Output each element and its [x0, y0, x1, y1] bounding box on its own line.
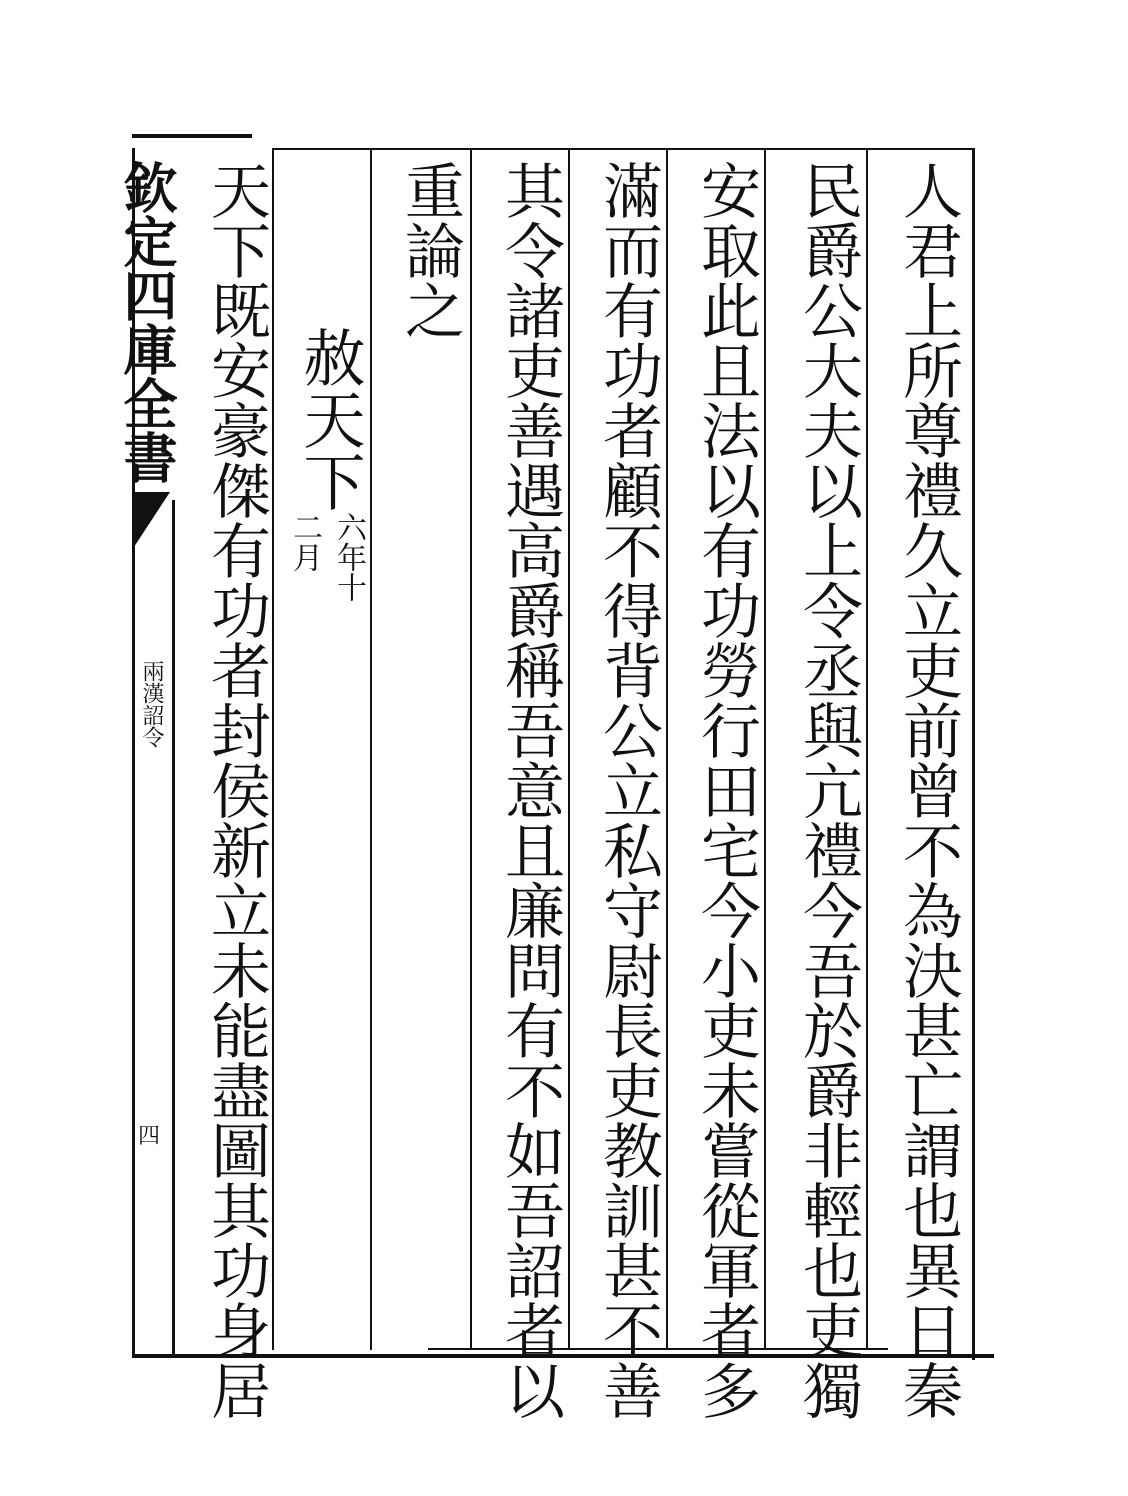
text-column-4: 滿而有功者顧不得背公立私守尉長吏教訓甚不善 [593, 160, 663, 1420]
text-column-6: 重論之 [395, 160, 465, 340]
column-divider [866, 150, 868, 1350]
column-divider [666, 150, 668, 1350]
text-column-5: 其令諸吏善遇高爵稱吾意且廉問有不如吾詔者以 [495, 160, 565, 1420]
text-column-3: 安取此且法以有功勞行田宅今小吏未嘗從軍者多 [691, 160, 761, 1420]
edict-title: 赦天下 [293, 326, 366, 512]
edict-date-note-1: 六年十 [331, 512, 366, 602]
top-frame-rule [272, 148, 974, 150]
collection-title: 欽定四庫全書 [115, 160, 179, 484]
text-column-1: 人君上所尊禮久立吏前曾不為決甚亡謂也異日秦 [893, 160, 963, 1420]
text-column-last: 天下既安豪傑有功者封侯新立未能盡圖其功身居 [201, 160, 271, 1420]
top-border-rule [132, 134, 252, 138]
column-divider [272, 150, 274, 1350]
fishtail-mark [132, 492, 170, 550]
margin-right-rule [172, 500, 175, 1354]
edict-date-note-2: 二月 [287, 512, 322, 572]
page-number: 四 [137, 1124, 160, 1149]
right-border-outer [972, 148, 975, 1360]
column-divider [764, 150, 766, 1350]
book-title: 兩漢詔令 [139, 660, 164, 748]
column-divider [470, 150, 472, 1350]
text-column-2: 民爵公大夫以上令丞與亢禮今吾於爵非輕也吏獨 [793, 160, 863, 1420]
column-divider [370, 150, 372, 1350]
column-divider [568, 150, 570, 1350]
